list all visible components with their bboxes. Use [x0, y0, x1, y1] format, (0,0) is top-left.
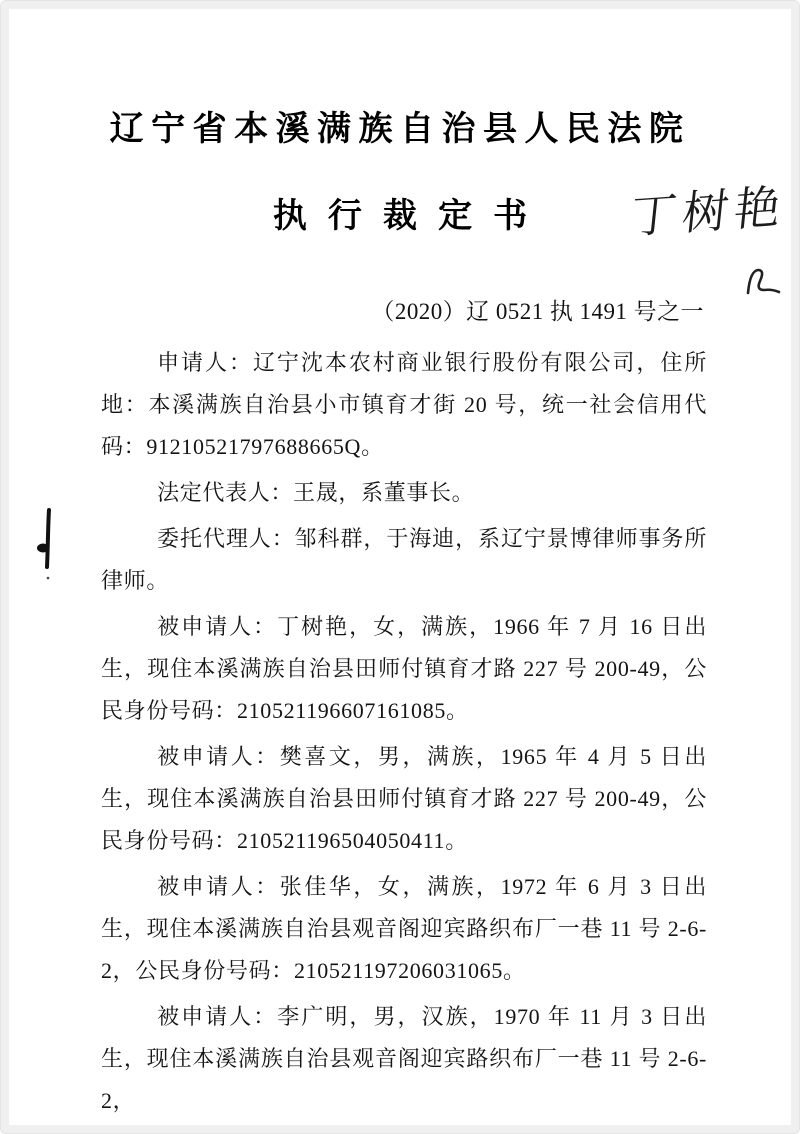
- legal-representative-paragraph: 法定代表人：王晟，系董事长。: [157, 480, 475, 505]
- respondent-paragraph-1: 被申请人：丁树艳，女，满族，1966 年 7 月 16 日出生，现住本溪满族自治县田师付镇育才路 227 号 200-49，公民身份号码：210521196607161085。: [101, 614, 707, 723]
- applicant-paragraph: 申请人：辽宁沈本农村商业银行股份有限公司，住所地：本溪满族自治县小市镇育才街 20 号，统一社会信用代码：91210521797688665Q。: [101, 350, 707, 459]
- document-page: [9, 9, 791, 1125]
- handwritten-squiggle-mark: [741, 261, 789, 303]
- document-title: 执行裁定书: [272, 197, 549, 235]
- ink-blot-mark: [35, 505, 59, 585]
- respondent-paragraph-3: 被申请人：张佳华，女，满族，1972 年 6 月 3 日出生，现住本溪满族自治县观音阁迎宾路织布厂一巷 11 号 2-6-2，公民身份号码：210521197206031065。: [101, 874, 707, 983]
- entrusted-agent-paragraph: 委托代理人：邹科群，于海迪，系辽宁景博律师事务所律师。: [101, 526, 707, 593]
- respondent-paragraph-4: 被申请人：李广明，男，汉族，1970 年 11 月 3 日出生，现住本溪满族自治县观音阁迎宾路织布厂一巷 11 号 2-6-2，: [101, 1004, 707, 1113]
- document-body: [101, 342, 707, 1122]
- case-number: （2020）辽 0521 执 1491 号之一: [371, 299, 704, 324]
- respondent-paragraph-2: 被申请人：樊喜文，男，满族，1965 年 4 月 5 日出生，现住本溪满族自治县田师付镇育才路 227 号 200-49，公民身份号码：210521196504050411。: [101, 744, 707, 853]
- handwritten-signature: 丁树艳: [627, 180, 789, 244]
- court-name-heading: 辽宁省本溪满族自治县人民法院: [109, 110, 691, 148]
